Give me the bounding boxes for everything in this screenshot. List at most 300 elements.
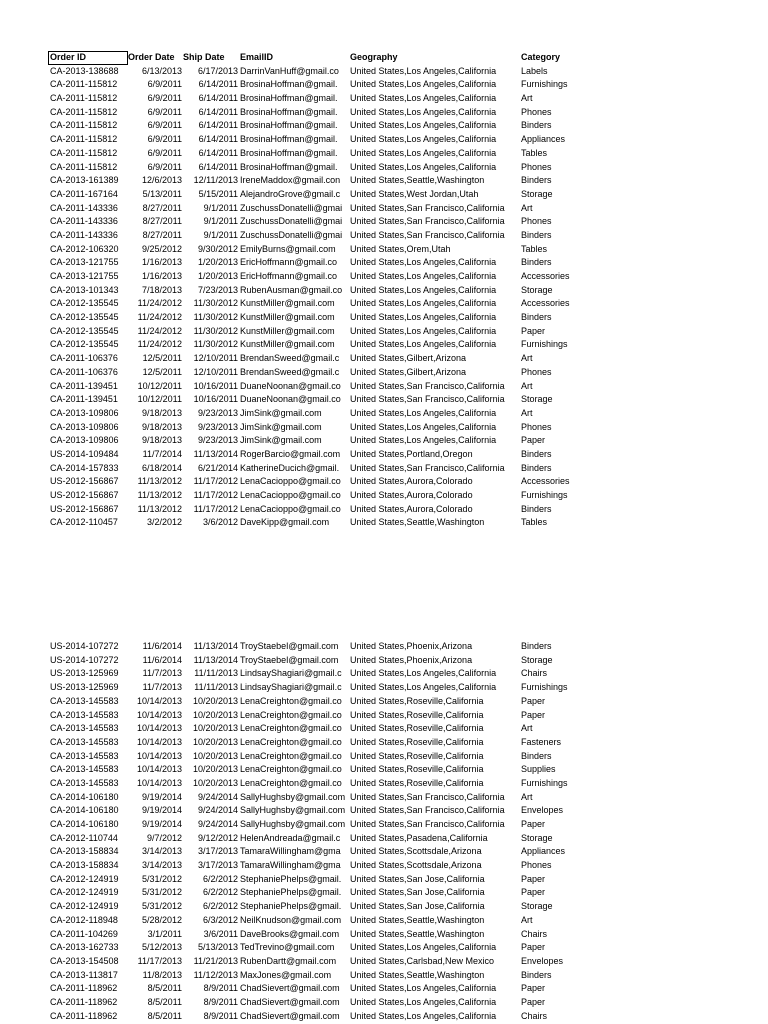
order-id-cell[interactable]: CA-2011-115812 (50, 106, 118, 117)
order-date-cell[interactable]: 9/19/2014 (141, 791, 182, 802)
category-cell[interactable]: Furnishings (521, 339, 568, 350)
order-id-cell[interactable]: CA-2011-115812 (50, 134, 118, 145)
order-date-cell[interactable]: 3/1/2011 (147, 928, 182, 939)
geography-cell[interactable]: United States,Los Angeles,California (350, 942, 497, 953)
category-cell[interactable]: Binders (521, 503, 552, 514)
category-cell[interactable]: Storage (521, 901, 553, 912)
ship-date-cell[interactable]: 6/14/2011 (198, 93, 238, 104)
geography-cell[interactable]: United States,Los Angeles,California (350, 339, 497, 350)
ship-date-cell[interactable]: 10/20/2013 (192, 764, 238, 775)
ship-date-cell[interactable]: 10/20/2013 (192, 750, 238, 761)
ship-date-cell[interactable]: 11/11/2013 (194, 682, 238, 693)
order-date-cell[interactable]: 5/31/2012 (141, 873, 182, 884)
order-date-cell[interactable]: 10/12/2011 (137, 394, 182, 405)
ship-date-cell[interactable]: 10/20/2013 (192, 777, 238, 788)
order-id-cell[interactable]: CA-2011-115812 (50, 147, 118, 158)
order-date-cell[interactable]: 11/17/2013 (137, 955, 182, 966)
category-cell[interactable]: Phones (521, 421, 552, 432)
order-date-cell[interactable]: 3/14/2013 (141, 846, 182, 857)
order-date-cell[interactable]: 8/5/2011 (147, 996, 182, 1007)
email-cell[interactable]: BrosinaHoffman@gmail. (240, 134, 338, 145)
order-date-cell[interactable]: 6/9/2011 (147, 134, 182, 145)
category-cell[interactable]: Art (521, 93, 533, 104)
ship-date-cell[interactable]: 11/17/2012 (193, 476, 238, 487)
geography-cell[interactable]: United States,Los Angeles,California (350, 298, 497, 309)
geography-cell[interactable]: United States,Aurora,Colorado (350, 476, 473, 487)
order-date-cell[interactable]: 11/24/2012 (137, 298, 182, 309)
geography-cell[interactable]: United States,Pasadena,California (350, 832, 488, 843)
email-cell[interactable]: LindsayShagiari@gmail.c (240, 668, 342, 679)
order-id-cell[interactable]: CA-2013-158834 (50, 846, 119, 857)
ship-date-cell[interactable]: 11/11/2013 (194, 668, 238, 679)
email-cell[interactable]: BrosinaHoffman@gmail. (240, 120, 338, 131)
order-date-cell[interactable]: 6/9/2011 (147, 93, 182, 104)
category-cell[interactable]: Phones (521, 366, 552, 377)
order-id-cell[interactable]: CA-2014-106180 (50, 805, 119, 816)
ship-date-cell[interactable]: 6/14/2011 (198, 161, 238, 172)
category-cell[interactable]: Art (521, 202, 533, 213)
email-cell[interactable]: ChadSievert@gmail.com (240, 1010, 340, 1021)
category-cell[interactable]: Paper (521, 819, 546, 829)
geography-cell[interactable]: United States,San Francisco,California (350, 202, 505, 213)
geography-cell[interactable]: United States,Seattle,Washington (350, 928, 485, 939)
category-cell[interactable]: Fasteners (521, 736, 562, 747)
email-cell[interactable]: DuaneNoonan@gmail.co (240, 380, 341, 391)
order-date-cell[interactable]: 1/16/2013 (141, 271, 182, 281)
order-id-cell[interactable]: CA-2012-110457 (50, 517, 118, 528)
email-cell[interactable]: BrosinaHoffman@gmail. (240, 147, 338, 158)
geography-cell[interactable]: United States,Los Angeles,California (350, 161, 497, 172)
order-id-cell[interactable]: CA-2013-109806 (50, 435, 119, 446)
geography-cell[interactable]: United States,San Jose,California (350, 873, 485, 884)
category-cell[interactable]: Tables (521, 517, 548, 528)
order-id-cell[interactable]: CA-2012-124919 (50, 873, 119, 884)
category-cell[interactable]: Supplies (521, 764, 556, 775)
order-id-cell[interactable]: CA-2011-118962 (50, 983, 118, 994)
email-cell[interactable]: StephaniePhelps@gmail. (240, 873, 342, 884)
order-date-cell[interactable]: 1/16/2013 (141, 257, 182, 268)
order-id-cell[interactable]: CA-2012-135545 (50, 339, 119, 350)
email-cell[interactable]: HelenAndreada@gmail.c (240, 832, 341, 843)
category-cell[interactable]: Paper (521, 325, 546, 336)
order-date-cell[interactable]: 8/27/2011 (142, 216, 182, 227)
ship-date-cell[interactable]: 11/30/2012 (193, 325, 238, 336)
order-id-cell[interactable]: US-2013-125969 (50, 682, 119, 693)
geography-cell[interactable]: United States,Los Angeles,California (350, 93, 497, 104)
geography-cell[interactable]: United States,Carlsbad,New Mexico (350, 955, 495, 966)
order-id-cell[interactable]: CA-2012-106320 (50, 243, 119, 254)
geography-cell[interactable]: United States,Scottsdale,Arizona (350, 846, 482, 857)
ship-date-cell[interactable]: 10/16/2011 (193, 394, 238, 405)
ship-date-cell[interactable]: 5/13/2013 (197, 942, 238, 953)
geography-cell[interactable]: United States,Orem,Utah (350, 243, 451, 254)
ship-date-cell[interactable]: 12/10/2011 (193, 366, 238, 377)
order-id-cell[interactable]: US-2014-107272 (50, 641, 119, 652)
order-date-cell[interactable]: 11/13/2012 (137, 490, 182, 500)
ship-date-cell[interactable]: 6/2/2012 (202, 887, 238, 898)
ship-date-cell[interactable]: 9/30/2012 (197, 243, 238, 254)
category-cell[interactable]: Art (521, 407, 533, 418)
category-cell[interactable]: Binders (521, 750, 552, 761)
ship-date-cell[interactable]: 3/17/2013 (197, 846, 238, 857)
order-id-cell[interactable]: CA-2013-138688 (50, 65, 119, 76)
geography-cell[interactable]: United States,Los Angeles,California (350, 120, 497, 131)
category-cell[interactable]: Binders (521, 969, 552, 980)
geography-cell[interactable]: United States,San Francisco,California (350, 229, 505, 240)
email-cell[interactable]: IreneMaddox@gmail.con (240, 175, 341, 186)
ship-date-cell[interactable]: 6/14/2011 (198, 106, 238, 117)
ship-date-cell[interactable]: 9/1/2011 (203, 229, 238, 240)
email-cell[interactable]: ChadSievert@gmail.com (240, 996, 340, 1007)
category-cell[interactable]: Art (521, 791, 533, 802)
order-id-cell[interactable]: CA-2014-106180 (50, 819, 119, 829)
order-date-cell[interactable]: 11/8/2013 (142, 969, 182, 980)
order-date-cell[interactable]: 10/14/2013 (136, 723, 182, 734)
geography-cell[interactable]: United States,Gilbert,Arizona (350, 366, 467, 377)
category-cell[interactable]: Paper (521, 996, 546, 1007)
category-cell[interactable]: Chairs (521, 1010, 548, 1021)
category-cell[interactable]: Binders (521, 462, 552, 473)
order-date-cell[interactable]: 3/2/2012 (146, 517, 182, 528)
geography-cell[interactable]: United States,Seattle,Washington (350, 175, 485, 186)
order-date-cell[interactable]: 6/9/2011 (147, 79, 182, 90)
ship-date-cell[interactable]: 10/20/2013 (192, 695, 238, 706)
email-cell[interactable]: BrendanSweed@gmail.c (240, 366, 340, 377)
order-id-cell[interactable]: CA-2011-167164 (50, 188, 118, 199)
category-cell[interactable]: Phones (521, 161, 552, 172)
header-category[interactable]: Category (521, 52, 561, 62)
order-date-cell[interactable]: 8/5/2011 (147, 1010, 182, 1021)
ship-date-cell[interactable]: 6/17/2013 (197, 65, 238, 76)
category-cell[interactable]: Labels (521, 65, 548, 76)
category-cell[interactable]: Furnishings (521, 777, 568, 788)
geography-cell[interactable]: United States,Scottsdale,Arizona (350, 860, 482, 871)
ship-date-cell[interactable]: 11/21/2013 (193, 955, 238, 966)
email-cell[interactable]: TroyStaebel@gmail.com (240, 654, 339, 665)
order-id-cell[interactable]: CA-2012-135545 (50, 312, 119, 323)
ship-date-cell[interactable]: 9/12/2012 (197, 832, 238, 843)
email-cell[interactable]: DaveKipp@gmail.com (240, 517, 330, 528)
ship-date-cell[interactable]: 9/1/2011 (203, 202, 238, 213)
ship-date-cell[interactable]: 9/23/2013 (197, 435, 238, 446)
ship-date-cell[interactable]: 12/10/2011 (193, 353, 238, 364)
order-date-cell[interactable]: 11/7/2014 (142, 448, 182, 459)
email-cell[interactable]: BrosinaHoffman@gmail. (240, 161, 338, 172)
geography-cell[interactable]: United States,San Jose,California (350, 887, 485, 898)
ship-date-cell[interactable]: 3/17/2013 (197, 860, 238, 871)
order-date-cell[interactable]: 11/7/2013 (142, 682, 182, 693)
category-cell[interactable]: Storage (521, 654, 553, 665)
category-cell[interactable]: Appliances (521, 134, 566, 145)
geography-cell[interactable]: United States,Los Angeles,California (350, 284, 497, 295)
email-cell[interactable]: LenaCacioppo@gmail.co (240, 490, 341, 500)
order-id-cell[interactable]: US-2012-156867 (50, 503, 119, 514)
ship-date-cell[interactable]: 11/17/2012 (193, 490, 238, 500)
order-id-cell[interactable]: CA-2011-143336 (50, 202, 118, 213)
order-date-cell[interactable]: 5/13/2011 (142, 188, 182, 199)
ship-date-cell[interactable]: 6/2/2012 (202, 901, 238, 912)
geography-cell[interactable]: United States,Los Angeles,California (350, 996, 497, 1007)
order-id-cell[interactable]: CA-2013-145583 (50, 709, 119, 720)
order-id-cell[interactable]: CA-2012-124919 (50, 887, 119, 898)
order-id-cell[interactable]: CA-2013-145583 (50, 736, 119, 747)
email-cell[interactable]: LenaCacioppo@gmail.co (240, 476, 341, 487)
category-cell[interactable]: Binders (521, 312, 552, 323)
category-cell[interactable]: Phones (521, 860, 552, 871)
order-date-cell[interactable]: 6/9/2011 (147, 161, 182, 172)
geography-cell[interactable]: United States,Los Angeles,California (350, 147, 497, 158)
email-cell[interactable]: ZuschussDonatelli@gmai (240, 202, 343, 213)
category-cell[interactable]: Appliances (521, 846, 566, 857)
category-cell[interactable]: Paper (521, 695, 546, 706)
category-cell[interactable]: Furnishings (521, 682, 568, 693)
ship-date-cell[interactable]: 9/23/2013 (197, 407, 238, 418)
email-cell[interactable]: LenaCreighton@gmail.co (240, 736, 342, 747)
header-order-id[interactable]: Order ID (48, 51, 128, 65)
email-cell[interactable]: ChadSievert@gmail.com (240, 983, 340, 994)
geography-cell[interactable]: United States,San Francisco,California (350, 216, 505, 227)
geography-cell[interactable]: United States,Roseville,California (350, 709, 484, 720)
geography-cell[interactable]: United States,Phoenix,Arizona (350, 641, 473, 652)
order-id-cell[interactable]: CA-2014-157833 (50, 462, 119, 473)
geography-cell[interactable]: United States,Gilbert,Arizona (350, 353, 467, 364)
order-date-cell[interactable]: 6/13/2013 (141, 65, 182, 76)
ship-date-cell[interactable]: 1/20/2013 (197, 257, 238, 268)
geography-cell[interactable]: United States,San Jose,California (350, 901, 485, 912)
category-cell[interactable]: Accessories (521, 476, 570, 487)
ship-date-cell[interactable]: 6/14/2011 (198, 79, 238, 90)
order-id-cell[interactable]: CA-2012-110744 (50, 832, 118, 843)
ship-date-cell[interactable]: 7/23/2013 (197, 284, 238, 295)
order-date-cell[interactable]: 11/24/2012 (137, 339, 182, 350)
geography-cell[interactable]: United States,Los Angeles,California (350, 65, 497, 76)
geography-cell[interactable]: United States,Los Angeles,California (350, 435, 497, 446)
email-cell[interactable]: EricHoffmann@gmail.co (240, 271, 338, 281)
order-date-cell[interactable]: 5/12/2013 (141, 942, 182, 953)
order-id-cell[interactable]: CA-2011-118962 (50, 996, 118, 1007)
order-date-cell[interactable]: 9/19/2014 (141, 805, 182, 816)
order-date-cell[interactable]: 12/5/2011 (142, 353, 182, 364)
ship-date-cell[interactable]: 8/9/2011 (203, 1010, 238, 1021)
order-id-cell[interactable]: CA-2014-106180 (50, 791, 119, 802)
geography-cell[interactable]: United States,Los Angeles,California (350, 421, 497, 432)
order-date-cell[interactable]: 6/18/2014 (141, 462, 182, 473)
category-cell[interactable]: Paper (521, 983, 546, 994)
email-cell[interactable]: DaveBrooks@gmail.com (240, 928, 340, 939)
geography-cell[interactable]: United States,Los Angeles,California (350, 106, 497, 117)
geography-cell[interactable]: United States,Roseville,California (350, 723, 484, 734)
order-id-cell[interactable]: CA-2011-106376 (50, 366, 118, 377)
order-date-cell[interactable]: 11/24/2012 (137, 325, 182, 336)
order-date-cell[interactable]: 10/14/2013 (136, 750, 182, 761)
order-date-cell[interactable]: 9/18/2013 (141, 407, 182, 418)
geography-cell[interactable]: United States,Los Angeles,California (350, 983, 497, 994)
order-id-cell[interactable]: US-2013-125969 (50, 668, 119, 679)
email-cell[interactable]: RogerBarcio@gmail.com (240, 448, 341, 459)
ship-date-cell[interactable]: 8/9/2011 (203, 983, 238, 994)
email-cell[interactable]: KunstMiller@gmail.com (240, 325, 335, 336)
email-cell[interactable]: JimSink@gmail.com (240, 407, 322, 418)
order-date-cell[interactable]: 9/18/2013 (141, 421, 182, 432)
category-cell[interactable]: Storage (521, 832, 553, 843)
geography-cell[interactable]: United States,Los Angeles,California (350, 257, 497, 268)
email-cell[interactable]: RubenAusman@gmail.co (240, 284, 343, 295)
ship-date-cell[interactable]: 10/20/2013 (192, 723, 238, 734)
order-id-cell[interactable]: CA-2011-115812 (50, 120, 118, 131)
order-id-cell[interactable]: CA-2013-154508 (50, 955, 119, 966)
ship-date-cell[interactable]: 1/20/2013 (197, 271, 238, 281)
order-id-cell[interactable]: CA-2013-145583 (50, 723, 119, 734)
ship-date-cell[interactable]: 6/2/2012 (202, 873, 238, 884)
category-cell[interactable]: Chairs (521, 668, 548, 679)
geography-cell[interactable]: United States,San Francisco,California (350, 462, 505, 473)
email-cell[interactable]: NeilKnudson@gmail.com (240, 914, 342, 925)
email-cell[interactable]: DuaneNoonan@gmail.co (240, 394, 341, 405)
ship-date-cell[interactable]: 11/30/2012 (193, 339, 238, 350)
category-cell[interactable]: Binders (521, 448, 552, 459)
order-id-cell[interactable]: CA-2013-145583 (50, 764, 119, 775)
email-cell[interactable]: StephaniePhelps@gmail. (240, 887, 342, 898)
category-cell[interactable]: Accessories (521, 271, 570, 281)
category-cell[interactable]: Phones (521, 216, 552, 227)
email-cell[interactable]: JimSink@gmail.com (240, 435, 322, 446)
ship-date-cell[interactable]: 12/11/2013 (193, 175, 238, 186)
order-id-cell[interactable]: CA-2011-104269 (50, 928, 118, 939)
order-id-cell[interactable]: CA-2011-115812 (50, 161, 118, 172)
ship-date-cell[interactable]: 6/21/2014 (197, 462, 238, 473)
ship-date-cell[interactable]: 11/13/2014 (193, 654, 238, 665)
email-cell[interactable]: StephaniePhelps@gmail. (240, 901, 342, 912)
order-id-cell[interactable]: CA-2011-139451 (50, 380, 118, 391)
order-date-cell[interactable]: 10/14/2013 (136, 736, 182, 747)
email-cell[interactable]: SallyHughsby@gmail.com (240, 819, 346, 829)
geography-cell[interactable]: United States,San Francisco,California (350, 380, 505, 391)
header-email-id[interactable]: EmailID (240, 52, 274, 62)
email-cell[interactable]: SallyHughsby@gmail.com (240, 805, 346, 816)
email-cell[interactable]: LenaCreighton@gmail.co (240, 777, 342, 788)
category-cell[interactable]: Art (521, 353, 533, 364)
geography-cell[interactable]: United States,San Francisco,California (350, 805, 505, 816)
email-cell[interactable]: BrendanSweed@gmail.c (240, 353, 340, 364)
category-cell[interactable]: Binders (521, 641, 552, 652)
order-date-cell[interactable]: 11/6/2014 (142, 641, 182, 652)
ship-date-cell[interactable]: 11/13/2014 (193, 641, 238, 652)
ship-date-cell[interactable]: 6/14/2011 (198, 120, 238, 131)
order-date-cell[interactable]: 10/14/2013 (136, 695, 182, 706)
category-cell[interactable]: Paper (521, 942, 546, 953)
order-date-cell[interactable]: 8/5/2011 (147, 983, 182, 994)
order-id-cell[interactable]: US-2012-156867 (50, 476, 119, 487)
ship-date-cell[interactable]: 3/6/2012 (202, 517, 238, 528)
category-cell[interactable]: Chairs (521, 928, 548, 939)
order-id-cell[interactable]: CA-2012-118948 (50, 914, 118, 925)
geography-cell[interactable]: United States,San Francisco,California (350, 394, 505, 405)
email-cell[interactable]: KunstMiller@gmail.com (240, 339, 335, 350)
geography-cell[interactable]: United States,Aurora,Colorado (350, 490, 473, 500)
order-id-cell[interactable]: US-2012-156867 (50, 490, 119, 500)
geography-cell[interactable]: United States,Roseville,California (350, 764, 484, 775)
order-date-cell[interactable]: 9/25/2012 (141, 243, 182, 254)
order-id-cell[interactable]: CA-2011-139451 (50, 394, 118, 405)
category-cell[interactable]: Binders (521, 120, 552, 131)
order-date-cell[interactable]: 5/31/2012 (141, 887, 182, 898)
order-date-cell[interactable]: 10/12/2011 (137, 380, 182, 391)
order-date-cell[interactable]: 3/14/2013 (141, 860, 182, 871)
order-id-cell[interactable]: CA-2013-145583 (50, 777, 119, 788)
order-id-cell[interactable]: CA-2011-106376 (50, 353, 118, 364)
email-cell[interactable]: TroyStaebel@gmail.com (240, 641, 339, 652)
geography-cell[interactable]: United States,Los Angeles,California (350, 325, 497, 336)
email-cell[interactable]: LenaCreighton@gmail.co (240, 709, 342, 720)
category-cell[interactable]: Paper (521, 435, 546, 446)
category-cell[interactable]: Paper (521, 873, 546, 884)
order-date-cell[interactable]: 11/13/2012 (137, 476, 182, 487)
order-date-cell[interactable]: 11/7/2013 (142, 668, 182, 679)
geography-cell[interactable]: United States,Los Angeles,California (350, 79, 497, 90)
ship-date-cell[interactable]: 5/15/2011 (198, 188, 238, 199)
geography-cell[interactable]: United States,Seattle,Washington (350, 517, 485, 528)
geography-cell[interactable]: United States,Los Angeles,California (350, 407, 497, 418)
order-id-cell[interactable]: CA-2012-135545 (50, 325, 119, 336)
ship-date-cell[interactable]: 10/16/2011 (193, 380, 238, 391)
order-id-cell[interactable]: CA-2011-115812 (50, 93, 118, 104)
category-cell[interactable]: Phones (521, 106, 552, 117)
order-id-cell[interactable]: CA-2013-161389 (50, 175, 119, 186)
category-cell[interactable]: Storage (521, 394, 553, 405)
ship-date-cell[interactable]: 11/30/2012 (193, 298, 238, 309)
ship-date-cell[interactable]: 11/12/2013 (193, 969, 238, 980)
category-cell[interactable]: Binders (521, 175, 552, 186)
geography-cell[interactable]: United States,Portland,Oregon (350, 448, 473, 459)
geography-cell[interactable]: United States,Los Angeles,California (350, 682, 497, 693)
email-cell[interactable]: KatherineDucich@gmail. (240, 462, 340, 473)
email-cell[interactable]: TamaraWillingham@gma (240, 860, 341, 871)
geography-cell[interactable]: United States,West Jordan,Utah (350, 188, 479, 199)
order-id-cell[interactable]: US-2014-107272 (50, 654, 119, 665)
order-date-cell[interactable]: 9/7/2012 (146, 832, 182, 843)
order-date-cell[interactable]: 11/6/2014 (142, 654, 182, 665)
geography-cell[interactable]: United States,Los Angeles,California (350, 134, 497, 145)
category-cell[interactable]: Envelopes (521, 805, 564, 816)
order-date-cell[interactable]: 6/9/2011 (147, 147, 182, 158)
order-id-cell[interactable]: CA-2013-145583 (50, 695, 119, 706)
email-cell[interactable]: RubenDartt@gmail.com (240, 955, 337, 966)
order-id-cell[interactable]: US-2014-109484 (50, 448, 119, 459)
geography-cell[interactable]: United States,Roseville,California (350, 736, 484, 747)
email-cell[interactable]: TedTrevino@gmail.com (240, 942, 335, 953)
category-cell[interactable]: Tables (521, 147, 548, 158)
category-cell[interactable]: Binders (521, 257, 552, 268)
category-cell[interactable]: Storage (521, 284, 553, 295)
ship-date-cell[interactable]: 11/13/2014 (193, 448, 238, 459)
order-id-cell[interactable]: CA-2013-121755 (50, 271, 119, 281)
ship-date-cell[interactable]: 9/24/2014 (197, 819, 238, 829)
order-date-cell[interactable]: 11/13/2012 (137, 503, 182, 514)
order-id-cell[interactable]: CA-2011-118962 (50, 1010, 118, 1021)
header-ship-date[interactable]: Ship Date (183, 52, 225, 62)
order-date-cell[interactable]: 11/24/2012 (137, 312, 182, 323)
order-date-cell[interactable]: 9/18/2013 (141, 435, 182, 446)
category-cell[interactable]: Paper (521, 709, 546, 720)
category-cell[interactable]: Paper (521, 887, 546, 898)
email-cell[interactable]: JimSink@gmail.com (240, 421, 322, 432)
order-id-cell[interactable]: CA-2013-158834 (50, 860, 119, 871)
email-cell[interactable]: LenaCreighton@gmail.co (240, 723, 342, 734)
email-cell[interactable]: AlejandroGrove@gmail.c (240, 188, 341, 199)
email-cell[interactable]: EricHoffmann@gmail.co (240, 257, 338, 268)
ship-date-cell[interactable]: 9/1/2011 (203, 216, 238, 227)
category-cell[interactable]: Art (521, 723, 533, 734)
